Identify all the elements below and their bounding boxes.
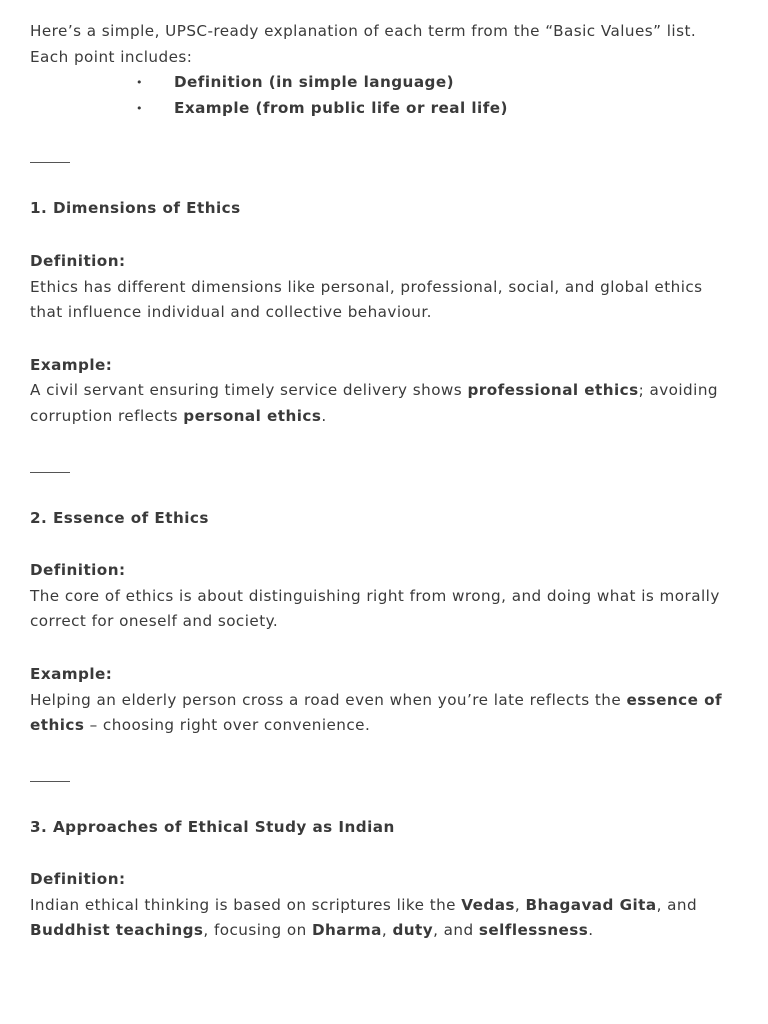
text-run: ; avoiding corruption reflects xyxy=(30,381,718,425)
section-essence-of-ethics xyxy=(30,506,738,739)
text-run: Indian ethical thinking is based on scriptures like the xyxy=(30,895,462,914)
text-run: . xyxy=(321,406,327,425)
definition-label: Definition: xyxy=(30,251,126,270)
bullet-dot-icon: • xyxy=(136,101,143,115)
example-text xyxy=(30,378,738,429)
definition-label: Definition: xyxy=(30,870,126,889)
example-text xyxy=(30,688,738,739)
bold-term: Vedas xyxy=(461,895,515,914)
section-divider xyxy=(30,162,70,163)
text-run: . xyxy=(588,921,594,940)
bold-term: essence of ethics xyxy=(30,690,723,735)
bold-term: personal ethics xyxy=(183,406,322,425)
bold-term: professional ethics xyxy=(467,381,639,400)
bullet-text: Example (from public life or real life) xyxy=(174,98,508,117)
text-run: , xyxy=(514,895,526,914)
definition-label: Definition: xyxy=(30,561,126,580)
bullet-text: Definition (in simple language) xyxy=(174,73,454,92)
bold-term: duty xyxy=(392,921,434,940)
definition-text: The core of ethics is about distinguishing right from wrong, and doing what is morally correct for oneself and society. xyxy=(30,586,720,631)
bullet-item xyxy=(30,70,738,96)
text-run: – choosing right over convenience. xyxy=(84,716,371,735)
section-indian-approaches xyxy=(30,815,738,944)
section-divider xyxy=(30,781,70,782)
text-run: Helping an elderly person cross a road even when you’re late reflects the xyxy=(30,690,627,709)
section-heading: 1. Dimensions of Ethics xyxy=(30,199,241,218)
bullet-list xyxy=(30,70,738,121)
text-run: A civil servant ensuring timely service delivery shows xyxy=(30,381,468,400)
section-heading: 2. Essence of Ethics xyxy=(30,508,209,527)
example-label: Example: xyxy=(30,355,113,374)
bold-term: Buddhist teachings xyxy=(30,921,204,940)
definition-text: Ethics has different dimensions like personal, professional, social, and global ethics that influence individual and collective behaviour. xyxy=(30,277,703,322)
section-dimensions-of-ethics xyxy=(30,196,738,429)
text-run: , focusing on xyxy=(203,921,312,940)
example-label: Example: xyxy=(30,664,113,683)
bullet-dot-icon: • xyxy=(136,76,143,90)
bullet-item xyxy=(30,96,738,122)
text-run: , and xyxy=(433,921,479,940)
bold-term: Dharma xyxy=(311,921,382,940)
section-divider xyxy=(30,472,70,473)
section-heading: 3. Approaches of Ethical Study as Indian xyxy=(30,817,395,836)
definition-text xyxy=(30,893,738,944)
intro-paragraph: Here’s a simple, UPSC-ready explanation of each term from the “Basic Values” list. Each point includes: xyxy=(30,22,697,66)
bold-term: selflessness xyxy=(478,921,589,940)
text-run: , xyxy=(381,921,393,940)
text-run: , and xyxy=(656,895,698,914)
bold-term: Bhagavad Gita xyxy=(525,895,657,914)
